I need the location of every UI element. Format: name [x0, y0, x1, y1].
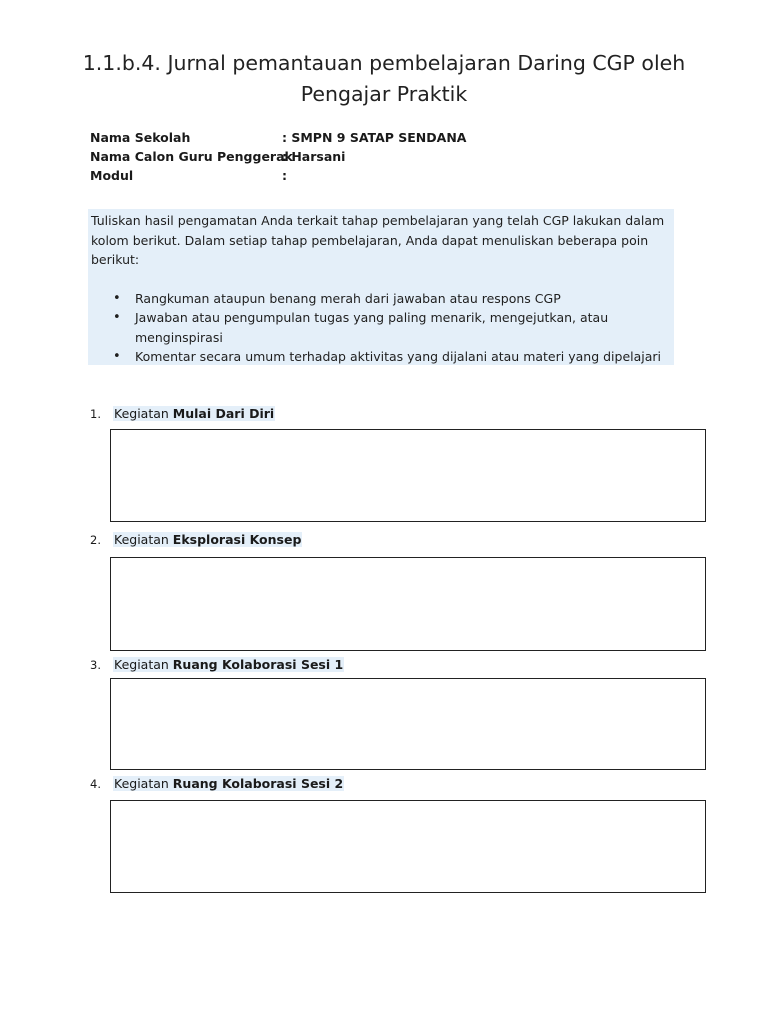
page-title	[60, 48, 708, 110]
activity-prefix: Kegiatan	[114, 776, 173, 791]
answer-box-3[interactable]	[110, 678, 706, 770]
instructions-text: Tuliskan hasil pengamatan Anda terkait tahap pembelajaran yang telah CGP lakukan dalam kolom berikut. Dalam setiap tahap pembelajaran, Anda dapat menuliskan beberapa poin berikut:	[91, 213, 665, 267]
activity-heading-3	[90, 656, 344, 674]
meta-label-teacher: Nama Calon Guru Penggerak	[90, 149, 293, 164]
activity-label	[113, 532, 302, 547]
school-info	[90, 128, 466, 185]
instructions-bullet: • Jawaban atau pengumpulan tugas yang paling menarik, mengejutkan, atau menginspirasi	[135, 308, 672, 347]
activity-label	[113, 776, 344, 791]
activity-label	[113, 657, 344, 672]
activity-prefix: Kegiatan	[114, 532, 173, 547]
answer-box-2[interactable]	[110, 557, 706, 651]
activity-name: Ruang Kolaborasi Sesi 1	[172, 657, 344, 672]
meta-value-module: :	[282, 168, 287, 183]
activity-heading-4	[90, 775, 344, 793]
meta-row-teacher	[90, 147, 466, 166]
instructions-bullet: • Rangkuman ataupun benang merah dari jawaban atau respons CGP	[135, 289, 672, 309]
meta-row-school	[90, 128, 466, 147]
activity-name: Ruang Kolaborasi Sesi 2	[172, 776, 344, 791]
meta-row-module	[90, 166, 466, 185]
meta-value-school: : SMPN 9 SATAP SENDANA	[282, 130, 467, 145]
title-line-1: 1.1.b.4. Jurnal pemantauan pembelajaran Daring CGP oleh	[82, 51, 686, 75]
activity-number: 2.	[90, 533, 101, 547]
activity-heading-2	[90, 531, 302, 549]
activity-number: 3.	[90, 658, 101, 672]
activity-prefix: Kegiatan	[114, 406, 173, 421]
instructions-bullet: • Komentar secara umum terhadap aktivitas yang dijalani atau materi yang dipelajari	[135, 347, 672, 367]
activity-number: 4.	[90, 777, 101, 791]
meta-value-teacher: : Harsani	[282, 149, 346, 164]
activity-number: 1.	[90, 407, 101, 421]
meta-label-school: Nama Sekolah	[90, 130, 191, 145]
activity-heading-1	[90, 405, 275, 423]
instructions-box	[88, 209, 674, 365]
answer-box-1[interactable]	[110, 429, 706, 522]
activity-name: Eksplorasi Konsep	[172, 532, 302, 547]
answer-box-4[interactable]	[110, 800, 706, 893]
activity-label	[113, 406, 275, 421]
activity-name: Mulai Dari Diri	[172, 406, 275, 421]
activity-prefix: Kegiatan	[114, 657, 173, 672]
title-line-2: Pengajar Praktik	[300, 82, 468, 106]
instructions-list	[91, 289, 672, 367]
meta-label-module: Modul	[90, 168, 134, 183]
